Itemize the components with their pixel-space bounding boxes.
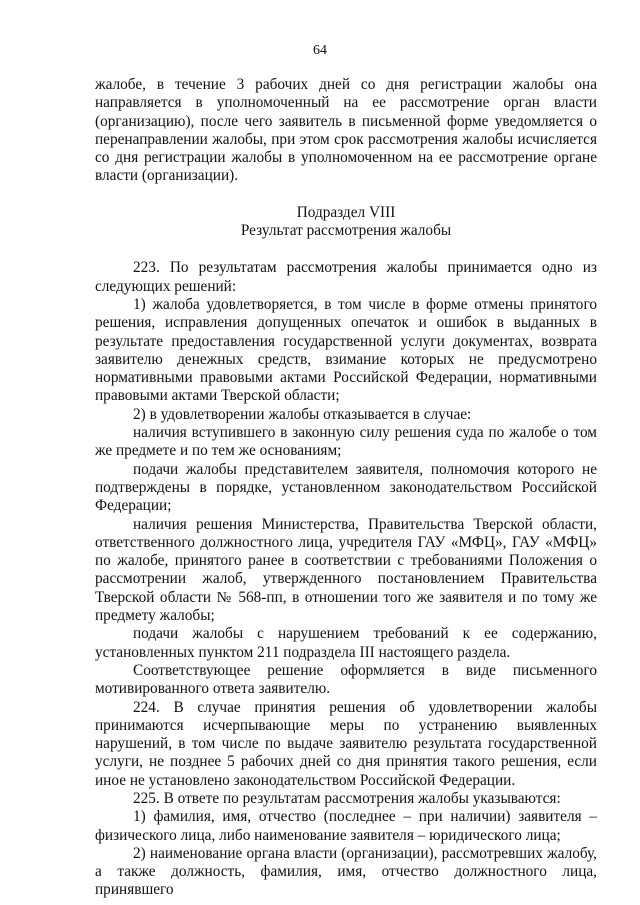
document-body: [95, 76, 597, 900]
paragraph-decision-2: 2) в удовлетворении жалобы отказывается в случае:: [133, 405, 472, 423]
paragraph-refusal-court: наличия вступившего в законную силу решения суда по жалобе о том же предмете и по тем же основаниям;: [95, 424, 597, 460]
paragraph-refusal-representative: подачи жалобы представителем заявителя, полномочия которого не подтверждены в порядке, установленном законодательством Российской Федерации;: [95, 460, 597, 515]
paragraph-decision-1: 1) жалоба удовлетворяется, в том числе в форме отмены принятого решения, исправления допущенных опечаток и ошибок в выданных в результате предоставления государственной услуги документах, возврата заявителю денежных средств, взимание которых не предусмотрено нормативными правовыми актами Российской Федерации, нормативными правовыми актами Тверской области;: [95, 295, 597, 405]
paragraph-225-item-2: 2) наименование органа власти (организации), рассмотревших жалобу, а также должность, фамилия, имя, отчество должностного лица, принявшего: [95, 844, 597, 899]
intro-paragraph: жалобе, в течение 3 рабочих дней со дня регистрации жалобы она направляется в уполномоченный на ее рассмотрение орган власти (организацию), после чего заявитель в письменной форме уведомляется о перенаправлении жалобы, при этом срок рассмотрения жалобы исчисляется со дня регистрации жалобы в уполномоченном на ее рассмотрение органе власти (организации).: [95, 76, 597, 185]
paragraph-223: 223. По результатам рассмотрения жалобы принимается одно из следующих решений:: [95, 259, 597, 295]
paragraph-refusal-content: подачи жалобы с нарушением требований к ее содержанию, установленных пунктом 211 подраздела III настоящего раздела.: [95, 625, 597, 661]
paragraph-response-form: Соответствующее решение оформляется в виде письменного мотивированного ответа заявителю.: [95, 661, 597, 698]
section-subtitle: Результат рассмотрения жалобы: [240, 222, 452, 240]
paragraph-224: 224. В случае принятия решения об удовлетворении жалобы принимаются исчерпывающие меры по устранению выявленных нарушений, в том числе по выдаче заявителю результата государственной услуги, не позднее 5 рабочих дней со дня принятия такого решения, если иное не установлено законодательством Российской Федерации.: [95, 698, 597, 789]
section-title: Подраздел VIII: [296, 203, 396, 221]
page-number: 64: [313, 43, 327, 58]
paragraph-225-item-1: 1) фамилия, имя, отчество (последнее – при наличии) заявителя – физического лица, либо наименование заявителя – юридического лица;: [95, 808, 597, 844]
paragraph-225: 225. В ответе по результатам рассмотрения жалобы указываются:: [133, 789, 561, 807]
paragraph-refusal-prior-decision: наличия решения Министерства, Правительства Тверской области, ответственного должностного лица, учредителя ГАУ «МФЦ», ГАУ «МФЦ» по жалобе, принятого ранее в соответствии с требованиями Положения о рассмотрении жалоб, утвержденного постановлением Правительства Тверской области № 568-пп, в отношении того же заявителя и по тому же предмету жалобы;: [95, 515, 597, 625]
